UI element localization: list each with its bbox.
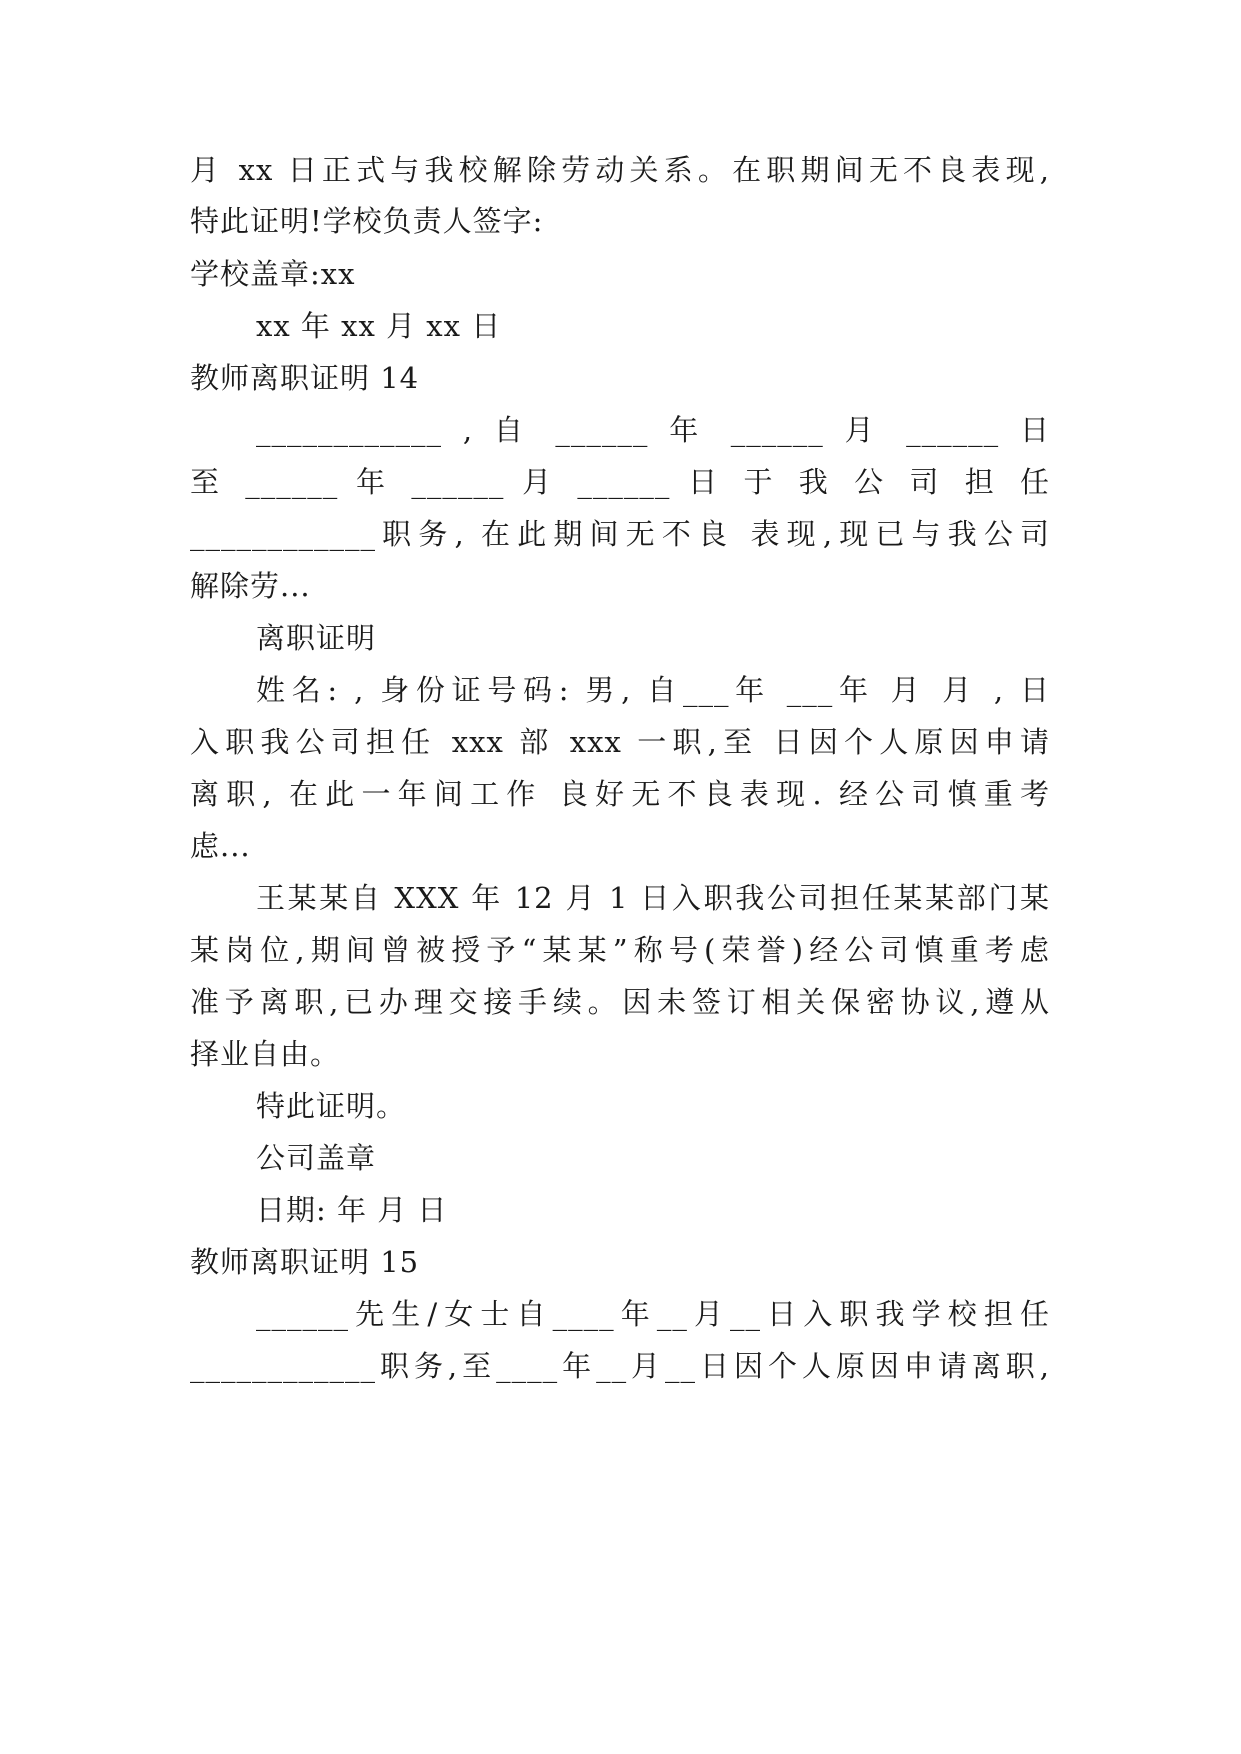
section-heading: 教师离职证明 14: [190, 361, 420, 395]
text-line: 择业自由。: [190, 1037, 341, 1071]
text-line: ____________职务,至____年__月__日因个人原因申请离职,: [190, 1349, 1050, 1383]
text-line: 公司盖章: [256, 1141, 377, 1175]
text-line: 虑...: [190, 829, 251, 863]
date-line: xx 年 xx 月 xx 日: [256, 309, 502, 343]
subheading: 离职证明: [256, 621, 377, 655]
text-line: 特此证明!学校负责人签字:: [190, 204, 544, 238]
text-line: ____________职务, 在此期间无不良 表现,现已与我公司: [190, 517, 1050, 551]
text-line: ______先生/女士自____年__月__日入职我学校担任: [256, 1297, 1050, 1331]
text-line: 解除劳...: [190, 569, 311, 603]
text-line: 至 ______ 年 ______ 月 ______ 日 于 我 公 司 担 任: [190, 465, 1050, 499]
text-line: 姓名: , 身份证号码: 男, 自___年 ___年 月 月 , 日: [256, 673, 1050, 707]
text-line: 王某某自 XXX 年 12 月 1 日入职我公司担任某某部门某: [256, 881, 1050, 915]
text-line: ____________ , 自 ______ 年 ______ 月 ______ 日: [256, 413, 1050, 447]
text-line: 学校盖章:xx: [190, 257, 356, 291]
text-line: 特此证明。: [256, 1089, 407, 1123]
text-line: 月 xx 日正式与我校解除劳动关系。在职期间无不良表现,: [190, 153, 1050, 187]
text-line: 某岗位,期间曾被授予“某某”称号(荣誉)经公司慎重考虑: [190, 933, 1050, 967]
text-line: 离职, 在此一年间工作 良好无不良表现. 经公司慎重考: [190, 777, 1050, 811]
section-heading: 教师离职证明 15: [190, 1245, 420, 1279]
text-line: 准予离职,已办理交接手续。因未签订相关保密协议,遵从: [190, 985, 1050, 1019]
date-line: 日期: 年 月 日: [256, 1193, 448, 1227]
text-line: 入职我公司担任 xxx 部 xxx 一职,至 日因个人原因申请: [190, 725, 1050, 759]
